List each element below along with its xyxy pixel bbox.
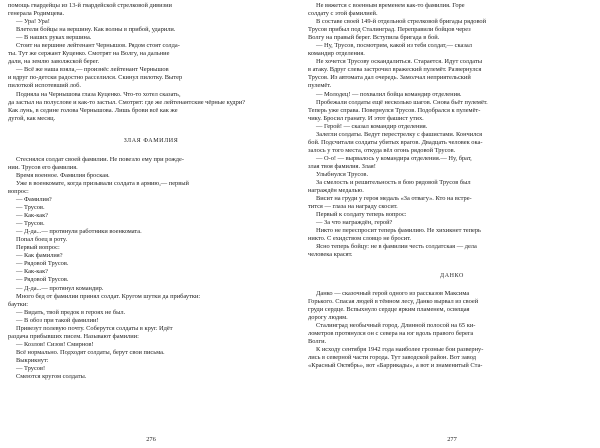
text-line: Первый вопрос: bbox=[16, 244, 60, 252]
text-line: злая твоя фамилия. Злая! bbox=[308, 162, 376, 170]
text-line: солдату с этой фамилией. bbox=[308, 10, 378, 18]
text-line: никто. С ехидством словцо не бросит. bbox=[308, 235, 412, 243]
right-chapter-heading: ДАНКО bbox=[440, 272, 464, 279]
text-line: К исходу сентября 1942 года наиболее грозные бои разверну- bbox=[316, 345, 484, 353]
text-line: дорогу людям. bbox=[308, 313, 348, 321]
text-line: — Как-как? bbox=[16, 212, 49, 220]
text-line: груди сердце. Вспыхнуло сердце ярким пламенем, освещая bbox=[308, 305, 470, 313]
text-line: Подняла на Чернышова глаза Куценко. Что-то хотел сказать, bbox=[16, 90, 181, 98]
text-line: — Рядовой Трусов. bbox=[16, 276, 69, 284]
text-line: — Рядовой Трусов. bbox=[16, 260, 69, 268]
text-line: Горького. Спасая людей в тёмном лесу, Данко вырвал из своей bbox=[308, 297, 479, 305]
text-line: чику. Бросил гранату. И этот фашист утих. bbox=[308, 114, 424, 122]
left-body-text bbox=[8, 156, 294, 381]
text-line: человека красят. bbox=[308, 251, 353, 259]
text-line: помощь гвардейцы из 13-й гвардейской стрелковой дивизии bbox=[8, 2, 172, 9]
text-line: нии. Трусов его фамилия. bbox=[8, 163, 78, 171]
text-line: Как лунь, в седине голова Чернышова. Лишь брови всё как же bbox=[8, 106, 178, 114]
text-line: Трусов. Из автомата дал очередь. Замолчал неприятельский bbox=[308, 74, 471, 82]
text-line: — Трусов. bbox=[16, 220, 45, 228]
text-line: — Видать, твой предок в героях не был. bbox=[16, 308, 126, 316]
text-line: ты. Тут же сержант Куценко. Смотрят на Волгу, на дальние bbox=[8, 50, 170, 58]
text-line: — Всё же наша взяла,— произнёс лейтенант Чернышов bbox=[16, 66, 169, 74]
text-line: генерала Родимцева. bbox=[8, 10, 65, 18]
right-body-text bbox=[308, 290, 596, 370]
text-line: — В наших руках вершина. bbox=[16, 34, 92, 42]
text-line: пилоткой испотевший лоб. bbox=[8, 82, 81, 90]
right-page bbox=[308, 0, 596, 448]
text-line: Смеются кругом солдаты. bbox=[16, 373, 87, 381]
text-line: вопрос: bbox=[8, 187, 29, 195]
left-page-number: 276 bbox=[146, 435, 156, 443]
text-line: лометров протянулся он с севера на юг вдоль правого берега bbox=[308, 329, 474, 337]
text-line: командир отделения. bbox=[308, 50, 365, 58]
text-line: раздача прибывших писем. Называют фамилии: bbox=[8, 332, 139, 340]
right-top-text bbox=[308, 2, 596, 260]
text-line: — За что награждён, герой? bbox=[316, 219, 393, 227]
text-line: — Герой! — сказал командир отделения. bbox=[316, 122, 428, 130]
text-line: Первый к солдату теперь вопрос: bbox=[316, 211, 407, 219]
text-line: Залегли солдаты. Ведут перестрелку с фашистами. Кончился bbox=[316, 130, 483, 138]
text-line: — Трусов! bbox=[16, 364, 46, 372]
text-line: Попал боец в роту. bbox=[16, 236, 68, 244]
text-line: В составе своей 149-й отдельной стрелковой бригады рядовой bbox=[316, 18, 487, 26]
text-line: Стеснялся солдат своей фамилии. Не повезло ему при рожде- bbox=[16, 155, 185, 163]
text-line: Не вяжется с военным временем как-то фамилия. Горе bbox=[316, 2, 465, 9]
text-line: в атаку. Вдруг слева застрочил вражеский пулемёт. Развернулся bbox=[308, 66, 482, 74]
text-line: лись в северной части города. Тут заводской район. Вот завод bbox=[308, 353, 477, 361]
text-line: — О-о! — вырвалось у командира отделения.— Ну, брат, bbox=[316, 154, 472, 162]
text-line: и вдруг по-детски радостно расселился. Скинул пилотку. Вытер bbox=[8, 74, 183, 82]
text-line: Стоит на вершине лейтенант Чернышов. Рядом стоят солда- bbox=[16, 42, 180, 50]
text-line: — Ну, Трусов, посмотрим, какой из тебя солдат,— сказал bbox=[316, 42, 472, 50]
text-line: Улыбнулся Трусов. bbox=[316, 170, 369, 178]
text-line: Волги. bbox=[308, 337, 327, 345]
text-line: Сталинград необычный город. Длинной полосой на 65 ки- bbox=[316, 321, 476, 329]
text-line: — Ура! Ура! bbox=[16, 18, 50, 26]
text-line: да застыл на полуслове и как-то застыл. Смотрят: где же лейтенантские чёрные кудри? bbox=[8, 98, 246, 106]
text-line: Теперь уже справа. Повернулся Трусов. Подобрался к пулемёт- bbox=[308, 106, 481, 114]
text-line: Всё нормально. Подходят солдаты, берут свои письма. bbox=[16, 348, 165, 356]
text-line: Не хочется Трусову оскандалиться. Старается. Идут солдаты bbox=[316, 58, 482, 66]
text-line: Уже в военкомате, когда призывали солдата в армию,— первый bbox=[16, 179, 189, 187]
text-line: Пробежали солдаты ещё несколько шагов. Снова бьёт пулемёт. bbox=[316, 98, 488, 106]
text-line: — Трусов. bbox=[16, 204, 45, 212]
text-line: Время военное. Фамилия броская. bbox=[16, 171, 110, 179]
text-line: дали, на землю заволжской берег. bbox=[8, 58, 100, 66]
text-line: баутки: bbox=[8, 300, 29, 308]
text-line: «Красный Октябрь», вот «Баррикады», а вот и знаменитый Ста- bbox=[308, 361, 483, 369]
text-line: награждён медалью. bbox=[308, 187, 364, 195]
right-page-number: 277 bbox=[447, 435, 457, 443]
text-line: Ясно теперь бойцу: не в фамилии честь солдатская — дела bbox=[316, 243, 477, 251]
text-line: — В обоз при такой фамилии! bbox=[16, 316, 99, 324]
text-line: — Как-как? bbox=[16, 268, 49, 276]
text-line: Привезут полевую почту. Соберутся солдаты в круг. Идёт bbox=[16, 324, 173, 332]
left-page bbox=[8, 0, 294, 448]
left-top-text bbox=[8, 2, 294, 123]
text-line: Влетели бойцы на вершину. Как волны в прибой, ударили. bbox=[16, 26, 176, 34]
text-line: — Как фамилия? bbox=[16, 252, 63, 260]
left-chapter-heading: ЗЛАЯ ФАМИЛИЯ bbox=[123, 137, 179, 144]
text-line: За смелость и решительность в бою рядовой Трусов был bbox=[316, 179, 471, 187]
text-line: пулемёт. bbox=[308, 82, 332, 90]
text-line: Никто не переспросит теперь фамилию. Не хихикнет теперь bbox=[316, 227, 481, 235]
text-line: Трусов прибыл под Сталинград. Переправили бойцов через bbox=[308, 26, 471, 34]
text-line: — Фамилия? bbox=[16, 195, 52, 203]
text-line: дугой, как месяц. bbox=[8, 114, 56, 122]
text-line: Волгу на правый берег. Вступила бригада в бой. bbox=[308, 34, 440, 42]
text-line: — Д-да...— протянул командир. bbox=[16, 284, 104, 292]
text-line: Много бед от фамилии принял солдат. Кругом шутки да прибаутки: bbox=[16, 292, 201, 300]
text-line: — Молодец! — похвалил бойца командир отделения. bbox=[316, 90, 462, 98]
text-line: залось у того места, откуда вёл огонь рядовой Трусов. bbox=[308, 146, 456, 154]
text-line: тится — глаза на награду скосит. bbox=[308, 203, 398, 211]
text-line: Выкрикнут: bbox=[16, 356, 49, 364]
text-line: — Д-да...— протянули работники военкомата. bbox=[16, 228, 142, 236]
text-line: Висит на груди у героя медаль «За отвагу». Кто на встре- bbox=[316, 195, 472, 203]
text-line: — Козлов! Сизов! Смирнов! bbox=[16, 340, 94, 348]
text-line: бой. Подсчитали солдаты убитых врагов. Двадцать человек ока- bbox=[308, 138, 483, 146]
text-line: Данко — сказочный герой одного из рассказов Максима bbox=[316, 289, 470, 297]
